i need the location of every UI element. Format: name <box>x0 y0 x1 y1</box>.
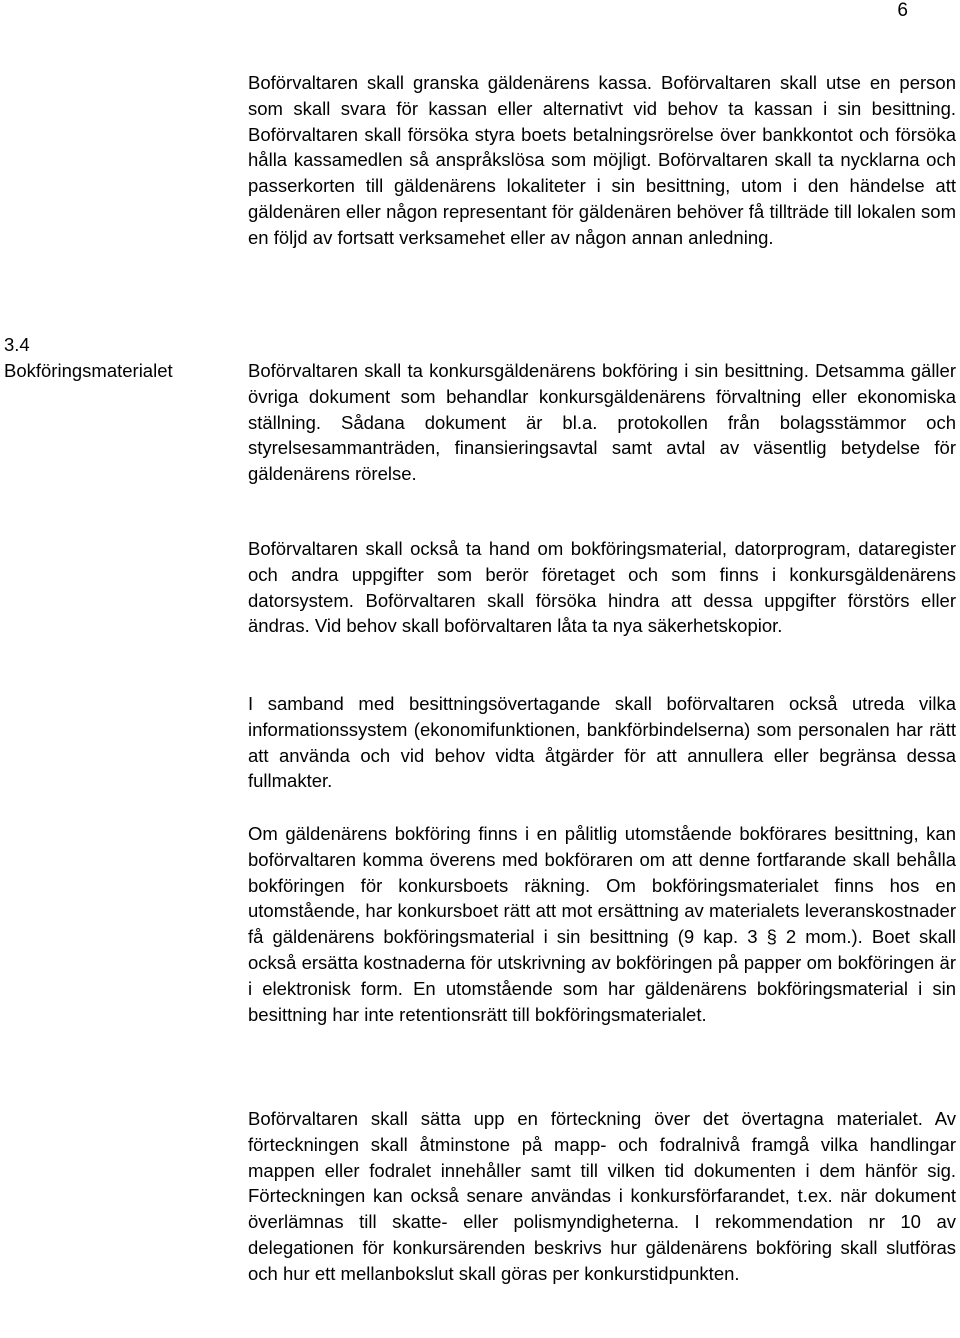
paragraph-information-systems: I samband med besittningsövertagande skall boförvaltaren också utreda vilka informationssystem (ekonomifunktionen, bankförbindelserna) som personalen har rätt att använda och vid behov vidta åtgärder för att annullera eller begränsa dessa fullmakter. <box>248 693 956 792</box>
paragraph-material-inventory: Boförvaltaren skall sätta upp en förteckning över det övertagna materialet. Av förteckningen skall åtminstone på mapp- och fodralnivå framgå vilka handlingar mappen eller fodralet innehåller samt till vilken tid dokumenten i dem hänför sig. Förteckningen kan också senare användas i konkursförfarandet, t.ex. när dokument överlämnas till skatte- eller polismyndigheterna. I rekommendation nr 10 av delegationen för konkursärenden beskrivs hur gäldenärens bokföring skall slutföras och hur ett mellanbokslut skall göras per konkurstidpunkten. <box>248 1108 956 1284</box>
paragraph-data-systems: Boförvaltaren skall också ta hand om bokföringsmaterial, datorprogram, dataregister och andra uppgifter som berör företaget och som finns i konkursgäldenärens datorsystem. Boförvaltaren skall försöka hindra att dessa uppgifter förstörs eller ändras. Vid behov skall boförvaltaren låta ta nya säkerhetskopior. <box>248 538 956 637</box>
paragraph-cash-and-keys: Boförvaltaren skall granska gäldenärens kassa. Boförvaltaren skall utse en person som skall svara för kassan eller alternativt vid behov ta kassan i sin besittning. Boförvaltaren skall försöka styra boets betalningsrörelse över bankkontot och försöka hålla kassamedlen så anspråkslösa som möjligt. Boförvaltaren skall ta nycklarna och passerkorten till gäldenärens lokaliteter i sin besittning, utom i den händelse att gäldenären eller någon representant för gäldenären behöver få tillträde till lokalen som en följd av fortsatt verksamehet eller av någon annan anledning. <box>248 72 956 248</box>
page-number: 6 <box>897 0 908 21</box>
section-title: Bokföringsmaterialet <box>4 360 173 381</box>
paragraph-external-bookkeeper: Om gäldenärens bokföring finns i en pålitlig utomstående bokförares besittning, kan boförvaltaren komma överens med bokföraren om att denne fortfarande skall behålla bokföringen för konkursboets räkning. Om bokföringsmaterialet finns hos en utomstående, har konkursboet rätt att mot ersättning av materialets leveranskostnader få gäldenärens bokföringsmaterial i sin besittning (9 kap. 3 § 2 mom.). Boet skall också ersätta kostnaderna för utskrivning av bokföringen på papper om bokföringen är i elektronisk form. En utomstående som har gäldenärens bokföringsmaterial i sin besittning har inte retentionsrätt till bokföringsmaterialet. <box>248 823 956 1025</box>
section-number: 3.4 <box>4 334 30 355</box>
paragraph-bookkeeping-possession: Boförvaltaren skall ta konkursgäldenärens bokföring i sin besittning. Detsamma gäller övriga dokument som behandlar konkursgäldenärens förvaltning eller ekonomiska ställning. Sådana dokument är bl.a. protokollen från bolagsstämmor och styrelsesammanträden, finansieringsavtal samt avtal av väsentlig betydelse för gäldenärens rörelse. <box>248 360 956 485</box>
